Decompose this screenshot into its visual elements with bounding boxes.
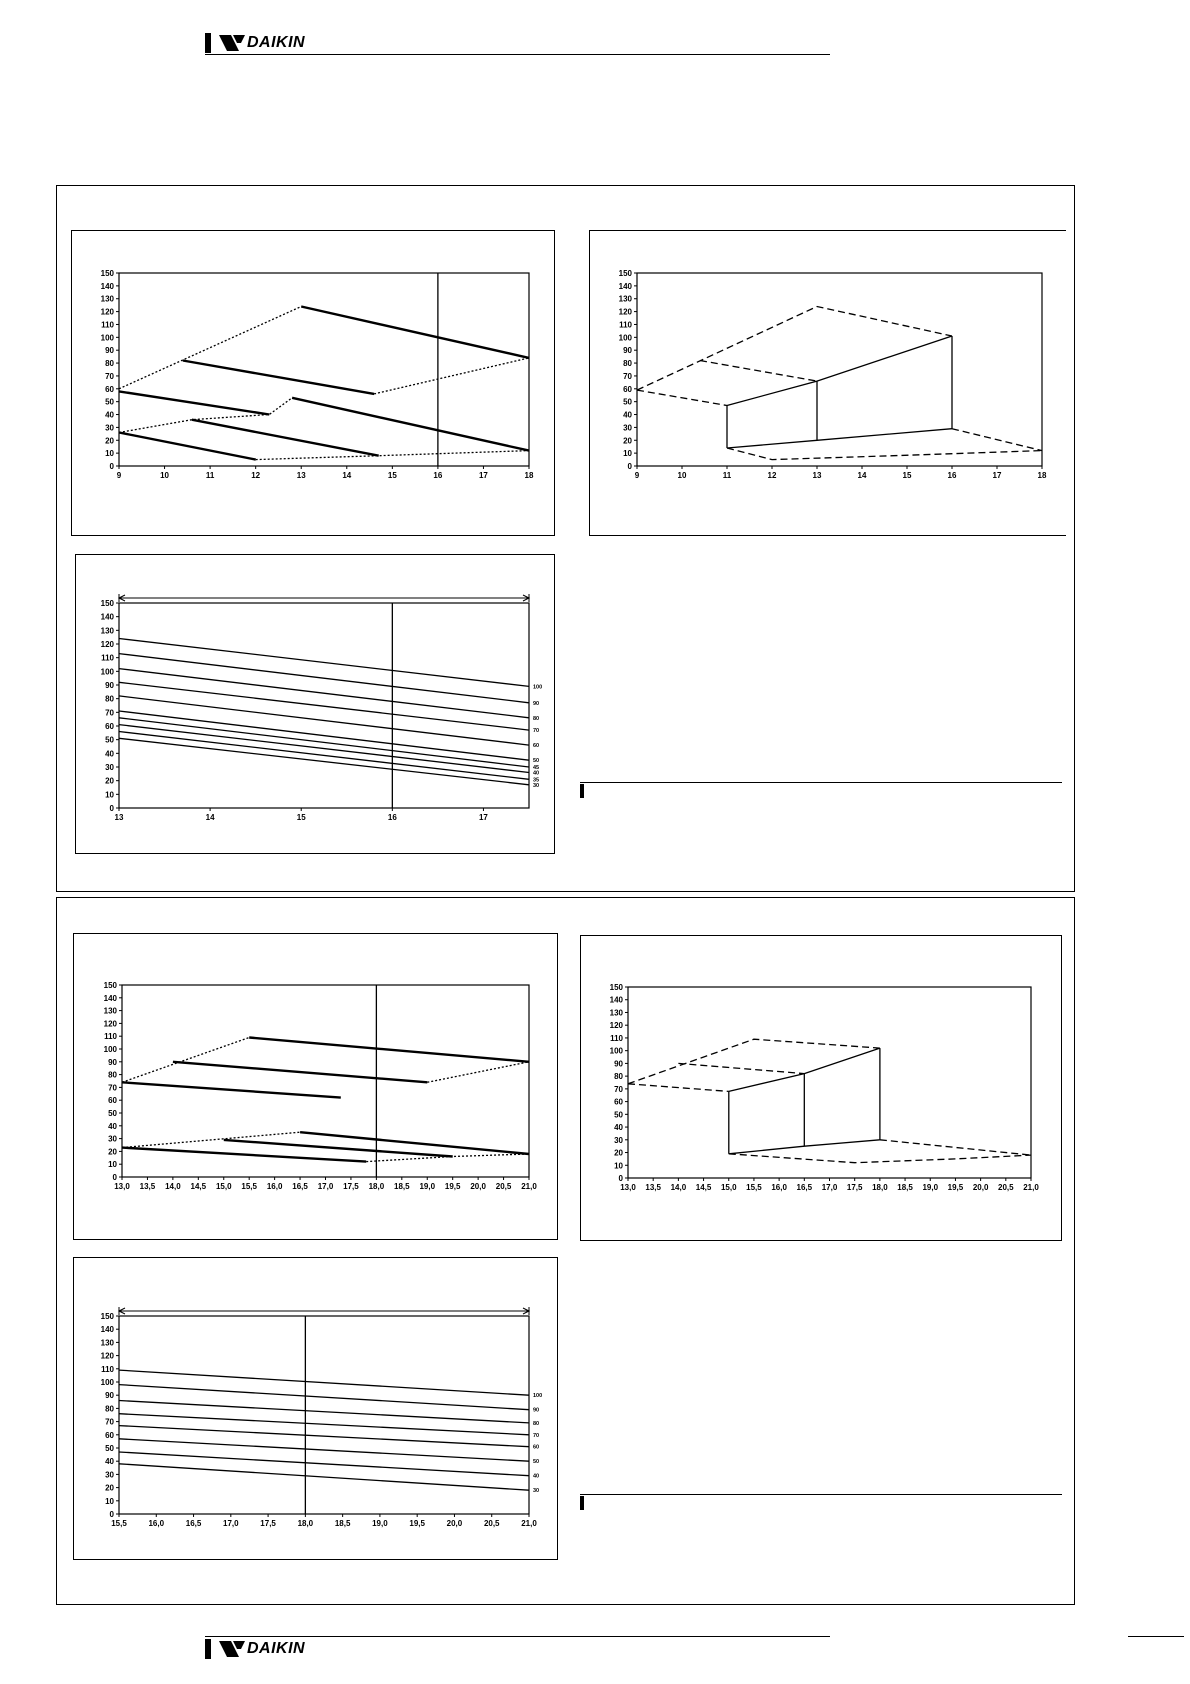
- series-label: 35: [533, 777, 540, 784]
- x-tick-label: 18,5: [334, 1519, 351, 1528]
- header-brand-name: DAIKIN: [247, 34, 306, 51]
- x-tick-label: 15: [902, 471, 912, 480]
- x-tick-label: 17,5: [846, 1183, 863, 1192]
- footer-rule: [205, 1636, 830, 1637]
- x-tick-label: 18: [524, 471, 534, 480]
- x-tick-label: 16,0: [266, 1182, 283, 1191]
- y-tick-label: 120: [100, 1351, 114, 1361]
- x-tick-label: 15,0: [720, 1183, 737, 1192]
- y-tick-label: 110: [619, 320, 632, 330]
- chart-top-left-frame: [71, 230, 555, 536]
- x-tick-label: 15,5: [746, 1183, 762, 1192]
- x-tick-label: 20,0: [470, 1182, 486, 1191]
- x-tick-label: 21,0: [521, 1519, 537, 1528]
- y-tick-label: 20: [105, 1483, 114, 1493]
- footer-logo-bar: [205, 1639, 211, 1659]
- x-tick-label: 20,5: [495, 1182, 512, 1191]
- series-line: [119, 732, 529, 780]
- x-tick-label: 17: [478, 813, 488, 822]
- series-line: [119, 433, 256, 460]
- x-tick-label: 19,0: [372, 1519, 388, 1528]
- series-label: 100: [533, 1393, 543, 1400]
- y-tick-label: 150: [618, 269, 632, 278]
- lower-section-rule: [580, 1494, 1062, 1495]
- series-line: [637, 307, 952, 391]
- x-tick-label: 15: [296, 813, 306, 822]
- y-tick-label: 80: [108, 1070, 117, 1080]
- y-tick-label: 130: [100, 294, 114, 304]
- y-tick-label: 40: [614, 1123, 623, 1133]
- series-line: [119, 1426, 529, 1447]
- series-label: 90: [533, 1407, 540, 1414]
- series-line: [300, 1132, 529, 1154]
- x-tick-label: 21,0: [521, 1182, 537, 1191]
- y-tick-label: 70: [105, 1417, 114, 1427]
- x-tick-label: 13: [812, 471, 822, 480]
- y-tick-label: 120: [609, 1021, 623, 1031]
- y-tick-label: 150: [103, 981, 117, 990]
- x-tick-label: 20,0: [446, 1519, 463, 1528]
- y-tick-label: 130: [100, 1338, 114, 1348]
- series-line: [727, 448, 1042, 460]
- x-tick-label: 11: [722, 471, 732, 480]
- series-line: [727, 429, 952, 448]
- y-tick-label: 150: [100, 1312, 114, 1321]
- series-line: [122, 1038, 249, 1083]
- y-tick-label: 40: [623, 410, 632, 420]
- series-line: [183, 361, 374, 394]
- y-tick-label: 140: [618, 281, 632, 291]
- y-tick-label: 140: [100, 612, 114, 622]
- x-tick-label: 17,5: [343, 1182, 359, 1191]
- series-label: 90: [533, 700, 540, 707]
- series-label: 45: [533, 765, 540, 771]
- y-tick-label: 30: [105, 763, 114, 772]
- x-tick-label: 16,5: [292, 1182, 308, 1191]
- y-tick-label: 80: [623, 359, 632, 369]
- series-line: [301, 307, 529, 358]
- series-label: 50: [533, 1459, 540, 1466]
- x-tick-label: 18,5: [897, 1183, 913, 1192]
- y-tick-label: 40: [108, 1121, 117, 1131]
- series-label: 80: [533, 715, 540, 722]
- series-label: 60: [533, 743, 540, 750]
- y-tick-label: 110: [610, 1033, 623, 1043]
- footer-page-rule: [1128, 1636, 1184, 1637]
- x-tick-label: 10: [677, 471, 687, 480]
- y-tick-label: 10: [623, 449, 632, 459]
- y-tick-label: 120: [618, 307, 632, 317]
- series-label: 30: [533, 1488, 540, 1495]
- y-tick-label: 60: [105, 1430, 114, 1440]
- x-tick-label: 16: [433, 471, 443, 480]
- y-tick-label: 70: [108, 1083, 117, 1093]
- y-tick-label: 0: [618, 1174, 623, 1183]
- series-line: [119, 669, 529, 718]
- y-tick-label: 10: [614, 1161, 623, 1171]
- y-tick-label: 130: [103, 1006, 117, 1016]
- series-label: 70: [533, 1432, 540, 1439]
- y-tick-label: 70: [623, 371, 632, 381]
- x-tick-label: 15,5: [111, 1519, 127, 1528]
- y-tick-label: 90: [614, 1059, 623, 1069]
- x-tick-label: 19,0: [419, 1182, 436, 1191]
- x-tick-label: 16,0: [771, 1183, 787, 1192]
- x-tick-label: 9: [116, 471, 122, 480]
- y-tick-label: 90: [105, 346, 114, 356]
- x-tick-label: 13,5: [139, 1182, 156, 1191]
- x-tick-label: 14,5: [695, 1183, 712, 1192]
- y-tick-label: 100: [609, 1046, 623, 1056]
- y-tick-label: 0: [112, 1173, 117, 1182]
- x-tick-label: 18,0: [368, 1182, 385, 1191]
- y-tick-label: 40: [105, 749, 114, 759]
- series-line: [119, 1439, 529, 1461]
- series-line: [427, 1062, 529, 1083]
- y-tick-label: 20: [105, 776, 114, 786]
- x-tick-label: 14: [205, 813, 215, 822]
- x-tick-label: 21,0: [1023, 1183, 1039, 1192]
- x-tick-label: 14,5: [190, 1182, 207, 1191]
- y-tick-label: 10: [105, 1496, 114, 1506]
- y-tick-label: 30: [105, 423, 114, 433]
- series-line: [122, 1132, 300, 1147]
- x-tick-label: 16: [387, 813, 397, 822]
- series-label: 60: [533, 1444, 540, 1451]
- series-line: [628, 1084, 729, 1092]
- series-line: [119, 398, 292, 433]
- x-tick-label: 13,5: [645, 1183, 661, 1192]
- y-tick-label: 80: [105, 359, 114, 369]
- x-tick-label: 16,5: [796, 1183, 813, 1192]
- x-tick-label: 20,5: [998, 1183, 1014, 1192]
- plot-area: [637, 273, 1042, 466]
- chart-bottom-left-frame: [73, 933, 558, 1240]
- x-tick-label: 18: [1037, 471, 1047, 480]
- y-tick-label: 130: [609, 1008, 623, 1018]
- x-tick-label: 14,0: [670, 1183, 687, 1192]
- chart-bottom-right-frame: [580, 935, 1062, 1241]
- y-tick-label: 10: [108, 1160, 117, 1170]
- y-tick-label: 30: [614, 1135, 623, 1145]
- series-line: [119, 1385, 529, 1410]
- x-tick-label: 13: [296, 471, 306, 480]
- y-tick-label: 150: [100, 599, 114, 608]
- y-tick-label: 140: [100, 1325, 114, 1335]
- series-line: [173, 1062, 427, 1083]
- series-line: [700, 361, 817, 382]
- x-tick-label: 16: [947, 471, 957, 480]
- series-label: 70: [533, 728, 540, 735]
- y-tick-label: 140: [609, 995, 623, 1005]
- header-logo: [205, 32, 305, 54]
- x-tick-label: 13: [114, 813, 124, 822]
- y-tick-label: 110: [101, 653, 114, 663]
- series-line: [119, 1452, 529, 1476]
- x-tick-label: 11: [205, 471, 215, 480]
- x-tick-label: 17: [992, 471, 1002, 480]
- series-line: [637, 390, 727, 405]
- x-tick-label: 17,0: [223, 1519, 239, 1528]
- series-line: [122, 1082, 341, 1097]
- x-tick-label: 19,0: [922, 1183, 939, 1192]
- x-tick-label: 12: [767, 471, 777, 480]
- x-tick-label: 18,0: [872, 1183, 888, 1192]
- x-tick-label: 10: [160, 471, 170, 480]
- y-tick-label: 110: [101, 320, 114, 330]
- series-label: 100: [533, 684, 543, 691]
- series-line: [119, 654, 529, 703]
- y-tick-label: 120: [100, 640, 114, 649]
- y-tick-label: 90: [108, 1057, 117, 1067]
- series-line: [119, 1370, 529, 1395]
- chart-lower-left-frame: [73, 1257, 558, 1560]
- y-tick-label: 100: [100, 1378, 114, 1387]
- x-tick-label: 19,5: [444, 1182, 461, 1191]
- y-tick-label: 80: [105, 694, 114, 704]
- footer-brand-name: DAIKIN: [247, 1640, 306, 1657]
- series-line: [952, 429, 1042, 451]
- y-tick-label: 50: [105, 397, 114, 407]
- chart-middle-left-frame: [75, 554, 555, 854]
- upper-section-rule: [580, 782, 1062, 783]
- y-tick-label: 40: [105, 410, 114, 420]
- header-logo-bar: [205, 33, 211, 53]
- y-tick-label: 120: [103, 1019, 117, 1029]
- plot-area: [119, 1316, 529, 1514]
- y-tick-label: 90: [105, 1391, 114, 1401]
- series-line: [122, 1148, 366, 1162]
- y-tick-label: 90: [623, 346, 632, 356]
- series-line: [119, 391, 269, 414]
- x-tick-label: 13,0: [114, 1182, 130, 1191]
- chart-top-left: [72, 231, 556, 537]
- y-tick-label: 60: [105, 722, 114, 731]
- y-tick-label: 30: [623, 423, 632, 433]
- series-line: [249, 1038, 529, 1062]
- y-tick-label: 20: [108, 1147, 117, 1157]
- lower-section-marker: [580, 1496, 584, 1510]
- daikin-logo-mark-icon: [219, 1641, 245, 1657]
- chart-top-right: [590, 231, 1067, 537]
- x-tick-label: 15,5: [241, 1182, 257, 1191]
- y-tick-label: 0: [109, 462, 114, 471]
- x-tick-label: 14,0: [165, 1182, 181, 1191]
- x-tick-label: 16,0: [148, 1519, 165, 1528]
- series-line: [192, 420, 379, 456]
- y-tick-label: 80: [614, 1072, 623, 1082]
- y-tick-label: 20: [614, 1148, 623, 1158]
- y-tick-label: 0: [109, 804, 114, 813]
- series-line: [119, 1401, 529, 1423]
- y-tick-label: 70: [614, 1084, 623, 1094]
- y-tick-label: 0: [109, 1510, 114, 1519]
- x-tick-label: 20,5: [483, 1519, 500, 1528]
- y-tick-label: 140: [103, 993, 117, 1003]
- series-line: [119, 711, 529, 760]
- series-line: [119, 738, 529, 785]
- y-tick-label: 100: [618, 333, 632, 343]
- x-tick-label: 16,5: [185, 1519, 202, 1528]
- series-line: [119, 725, 529, 773]
- y-tick-label: 90: [105, 681, 114, 690]
- y-tick-label: 20: [105, 436, 114, 446]
- x-tick-label: 17: [478, 471, 488, 480]
- y-tick-label: 70: [105, 708, 114, 718]
- series-line: [374, 358, 529, 394]
- y-tick-label: 20: [623, 436, 632, 446]
- y-tick-label: 10: [105, 449, 114, 459]
- y-tick-label: 120: [100, 307, 114, 317]
- chart-lower-left: [74, 1258, 559, 1561]
- y-tick-label: 60: [614, 1097, 623, 1107]
- x-tick-label: 9: [634, 471, 640, 480]
- y-tick-label: 140: [100, 281, 114, 291]
- y-tick-label: 30: [108, 1134, 117, 1144]
- x-tick-label: 15,0: [215, 1182, 232, 1191]
- x-tick-label: 18,5: [394, 1182, 410, 1191]
- y-tick-label: 40: [105, 1457, 114, 1467]
- y-tick-label: 150: [609, 983, 623, 992]
- series-label: 30: [533, 782, 540, 789]
- x-tick-label: 19,5: [947, 1183, 964, 1192]
- series-line: [119, 696, 529, 745]
- y-tick-label: 50: [108, 1109, 117, 1118]
- chart-top-right-frame: [589, 230, 1066, 536]
- series-line: [292, 398, 529, 451]
- series-label: 50: [533, 758, 540, 765]
- series-line: [119, 718, 529, 767]
- y-tick-label: 110: [101, 1364, 114, 1374]
- y-tick-label: 60: [108, 1096, 117, 1106]
- series-label: 40: [533, 770, 540, 777]
- chart-bottom-left: [74, 934, 559, 1241]
- y-tick-label: 0: [627, 462, 632, 471]
- y-tick-label: 50: [623, 397, 632, 407]
- series-line: [880, 1140, 1031, 1155]
- header-rule: [205, 54, 830, 55]
- series-line: [119, 682, 529, 730]
- x-tick-label: 17,0: [821, 1183, 838, 1192]
- y-tick-label: 100: [100, 333, 114, 343]
- x-tick-label: 14: [857, 471, 867, 480]
- y-tick-label: 10: [105, 790, 114, 800]
- series-label: 80: [533, 1420, 540, 1427]
- series-line: [256, 451, 529, 460]
- y-tick-label: 50: [614, 1110, 623, 1120]
- y-tick-label: 70: [105, 371, 114, 381]
- y-tick-label: 60: [105, 384, 114, 394]
- y-tick-label: 30: [105, 1470, 114, 1480]
- y-tick-label: 130: [100, 626, 114, 636]
- y-tick-label: 80: [105, 1404, 114, 1414]
- chart-middle-left: [76, 555, 556, 855]
- series-line: [678, 1063, 804, 1073]
- y-tick-label: 100: [103, 1045, 117, 1054]
- series-line: [119, 1414, 529, 1435]
- x-tick-label: 20,0: [972, 1183, 989, 1192]
- x-tick-label: 12: [251, 471, 261, 480]
- y-tick-label: 50: [105, 735, 114, 745]
- series-line: [119, 639, 529, 687]
- series-line: [119, 1464, 529, 1490]
- upper-section-marker: [580, 784, 584, 798]
- x-tick-label: 17,5: [260, 1519, 276, 1528]
- y-tick-label: 50: [105, 1444, 114, 1453]
- series-line: [729, 1154, 1031, 1163]
- x-tick-label: 15: [387, 471, 397, 480]
- x-tick-label: 19,5: [409, 1519, 425, 1528]
- y-tick-label: 110: [104, 1032, 117, 1042]
- x-tick-label: 18,0: [297, 1519, 314, 1528]
- series-label: 40: [533, 1473, 540, 1480]
- x-tick-label: 14: [342, 471, 352, 480]
- y-tick-label: 100: [100, 667, 114, 677]
- y-tick-label: 130: [618, 294, 632, 304]
- y-tick-label: 60: [623, 384, 632, 394]
- chart-bottom-right: [581, 936, 1063, 1242]
- y-tick-label: 150: [100, 269, 114, 278]
- daikin-logo-mark-icon: [219, 35, 245, 51]
- x-tick-label: 13,0: [620, 1183, 636, 1192]
- footer-logo: [205, 1638, 305, 1660]
- x-tick-label: 17,0: [317, 1182, 334, 1191]
